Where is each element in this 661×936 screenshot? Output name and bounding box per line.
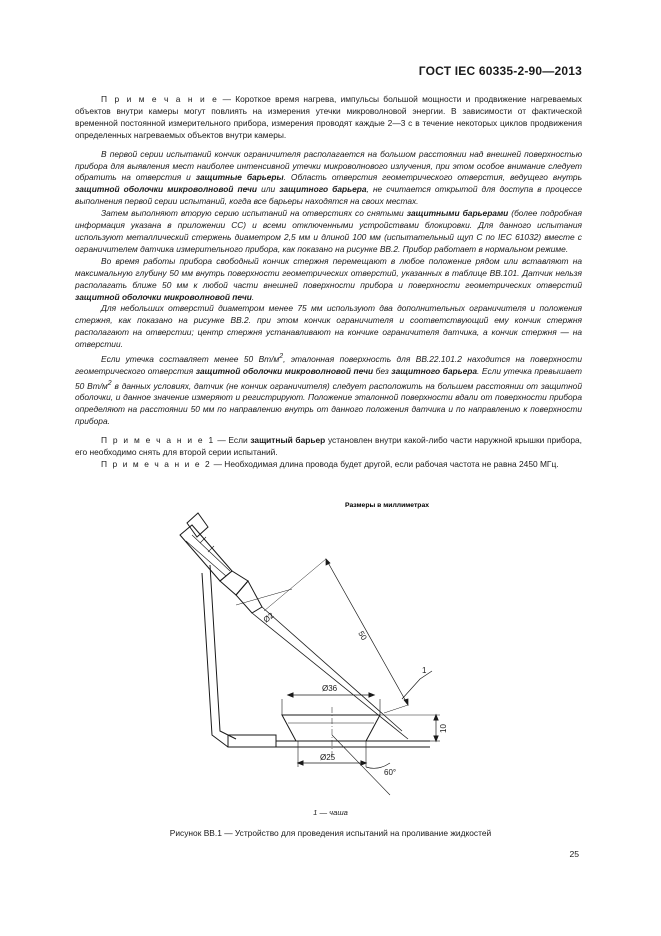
text-run: Затем выполняют вторую серию испытаний на отверстиях со снятыми [101,208,407,219]
term-bold: защитной оболочки микроволновой печи [75,184,258,195]
text-run: . Область отверстия геометрического отверстия, ведущего внутрь [283,172,582,183]
term-bold: защитные барьеры [195,172,284,183]
cup [282,693,440,795]
label-top-diameter: Ø36 [322,684,338,693]
text-run: установлен внутри какой-либо части наружной крышки прибора, его необходимо снять для второй серии испытаний. [75,435,583,457]
text-run: (более подробная информация указана в приложении CC) и всеми отключенными устройствами блокировки. Для данного испытания используют металлический стержень диаметром 2,5 мм и длиной 100 мм (испытательный щуп С по IEC 61032) вместе с ограничителем датчика измерительного прибора, как показано на рисунке BB.2. Прибор работает в нормальном режиме. [75,208,582,254]
text-run: . [251,291,255,302]
paragraph-leakage [75,351,582,428]
text-run: без [373,365,392,376]
paragraph-small-openings: Для небольших отверстий диаметром менее 75 мм используют два дополнительных ограничителя и положения стержня, как показано на рисунке BB.2. при этом кончик ограничителя и соответствующий ему кончик стержня располагают на отверстии; центр стержня устанавливают на кончике ограничителя датчика, а кончик стержня — на отверстии. [75,303,582,350]
standard-header: ГОСТ IEC 60335-2-90—2013 [418,64,582,78]
callout-1 [402,671,432,699]
text-run: , эталонная поверхность для BB.22.101.2 находится на поверхности геометрического отверстия [75,353,582,376]
body-text [75,94,582,471]
label-callout: 1 [422,666,427,675]
superscript: 2 [279,353,284,361]
term-bold: защитной оболочки микроволновой печи [75,291,252,302]
figure-labels [262,611,448,777]
text-run: , не считается открытой для доступа в процессе выполнения первой серии испытаний, когда все барьеры находятся на своих местах. [75,184,582,207]
text-run: . Если утечка превышает 50 Вт/м [75,365,582,391]
term-bold: защитной оболочки микроволновой печи [195,365,374,376]
term-bold: защитного барьера [279,184,367,195]
note-intro [75,94,582,142]
note-label: П р и м е ч а н и е 2 [101,458,212,469]
note-1 [75,435,582,459]
figure-caption: Рисунок BB.1 — Устройство для проведения испытаний на проливание жидкостей [169,828,492,838]
term-bold: защитными барьерами [406,208,509,219]
paragraph-second-series [75,208,582,256]
label-rod-diameter: Ø2 [261,610,276,625]
term-bold: защитного барьера [391,365,478,376]
text-run: Во время работы прибора свободный кончик стержня перемещают в любое положение рядом или вставляют на максимальную глубину 50 мм внутрь поверхности геометрических отверстий, указанных в таблице BB.101. Датчик нельзя располагать ближе 50 мм к любой части внешней поверхности прибора и поверхности геометрических отверстий [75,255,582,290]
text-run: в данных условиях, датчик (не кончик ограничителя) следует расположить на большем расстоянии от защитной оболочки, и данное значение измеряют и регистрируют. Положение эталонной поверхности вдали от поверхности прибора определяют на расстоянии 50 мм по направлению внутрь от данного положения датчика и по направлению к поверхности прибора. [75,380,582,427]
label-distance: 50 [356,629,369,642]
note-label: П р и м е ч а н и е [101,94,219,104]
text-run: — Необходимая длина провода будет другой, если рабочая частота не равна 2450 МГц. [211,458,559,469]
paragraph-rod-movement [75,256,582,304]
label-bottom-diameter: Ø25 [320,753,336,762]
text-run: В первой серии испытаний кончик ограничителя располагается на большом расстоянии над внешней поверхностью прибора для выявления мест наиболее интенсивной утечки микроволнового излучения, при этом особое внимание следует обратить на отверстия и [75,148,582,183]
probe-assembly [180,513,430,747]
text-run: или [257,184,280,195]
text-run: — Если [214,435,251,446]
paragraph-first-series [75,149,582,209]
note-2 [75,459,582,471]
superscript: 2 [107,379,112,387]
dims-note: Размеры в миллиметрах [345,502,430,509]
text-run: Если утечка составляет менее 50 Вт/м [101,353,280,364]
note-text: — Короткое время нагрева, импульсы большой мощности и продвижение нагреваемых объектов внутри камеры могут повлиять на измерения утечки микроволновой энергии. В зависимости от фактической временной постоянной измерительного прибора, измерения проводят каждые 2—3 с в течение некоторых циклов продвижения определенных нагреваемых объектов внутри камеры. [75,94,582,140]
term-bold: защитный барьер [250,435,326,446]
note-label: П р и м е ч а н и е 1 [101,435,215,446]
label-angle: 60° [384,768,397,777]
label-height: 10 [439,724,448,733]
page-number: 25 [569,849,579,859]
figure-bb1-drawing [140,495,520,825]
figure-legend: 1 — чаша [313,808,348,817]
